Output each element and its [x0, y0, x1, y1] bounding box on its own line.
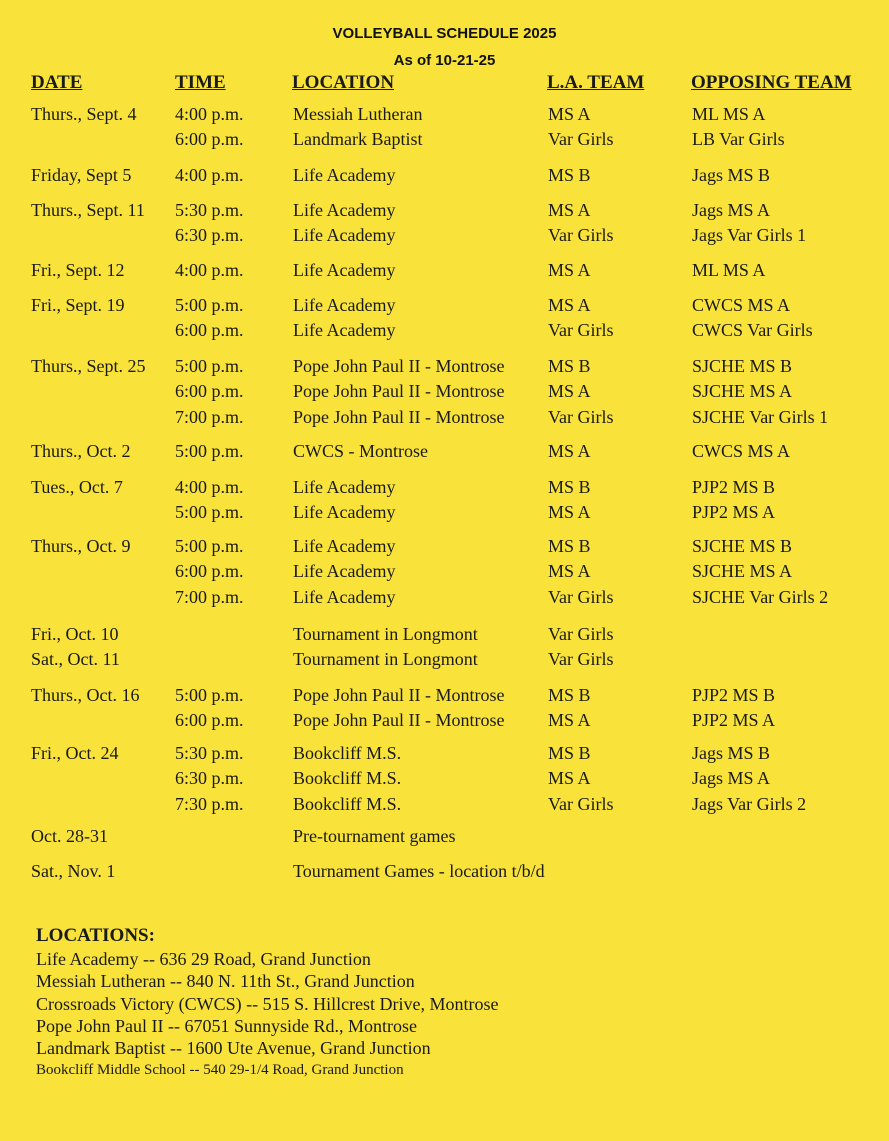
schedule-la-team: Var Girls	[548, 649, 614, 670]
schedule-opposing-team: SJCHE MS A	[692, 561, 793, 582]
schedule-date: Tues., Oct. 7	[31, 477, 123, 497]
schedule-group	[0, 104, 889, 155]
schedule-location: Life Academy	[293, 561, 396, 582]
schedule-location: Life Academy	[293, 586, 396, 607]
schedule-group	[0, 295, 889, 346]
schedule-location: Pope John Paul II - Montrose	[293, 381, 505, 402]
schedule-la-team: Var Girls	[548, 225, 614, 246]
schedule-time: 4:00 p.m.	[175, 260, 244, 280]
schedule-opposing-team: ML MS A	[692, 104, 766, 124]
schedule-location: Life Academy	[293, 477, 396, 497]
schedule-time: 6:00 p.m.	[175, 381, 244, 402]
table-row	[0, 561, 889, 586]
schedule-location: Life Academy	[293, 295, 396, 315]
schedule-location: Tournament in Longmont	[293, 649, 478, 670]
schedule-la-team: Var Girls	[548, 406, 614, 427]
schedule-date: Thurs., Oct. 2	[31, 441, 131, 461]
schedule-opposing-team: PJP2 MS B	[692, 477, 776, 497]
schedule-time: 5:00 p.m.	[175, 536, 244, 556]
schedule-time: 6:30 p.m.	[175, 225, 244, 246]
schedule-opposing-team: CWCS MS A	[692, 441, 791, 461]
schedule-group	[0, 441, 889, 466]
schedule-opposing-team: CWCS Var Girls	[692, 320, 813, 341]
table-row	[0, 225, 889, 250]
schedule-time: 5:00 p.m.	[175, 685, 244, 705]
schedule-la-team: MS A	[548, 710, 591, 731]
schedule-la-team: MS A	[548, 104, 591, 124]
table-row	[0, 407, 889, 432]
schedule-date: Thurs., Sept. 25	[31, 356, 146, 376]
schedule-la-team: MS A	[548, 561, 591, 582]
schedule-la-team: MS B	[548, 743, 591, 763]
schedule-group	[0, 536, 889, 612]
schedule-la-team: MS B	[548, 356, 591, 376]
table-row	[0, 768, 889, 793]
schedule-opposing-team: SJCHE MS B	[692, 356, 793, 376]
schedule-opposing-team: Jags Var Girls 1	[692, 225, 807, 246]
table-row	[0, 477, 889, 502]
schedule-group	[0, 861, 889, 886]
schedule-date: Fri., Oct. 24	[31, 743, 119, 763]
location-line: Crossroads Victory (CWCS) -- 515 S. Hillcrest Drive, Montrose	[36, 993, 499, 1014]
schedule-opposing-team: SJCHE MS A	[692, 381, 793, 402]
table-row	[0, 587, 889, 612]
table-row	[0, 710, 889, 735]
header-date: DATE	[31, 72, 83, 93]
schedule-opposing-team: SJCHE MS B	[692, 536, 793, 556]
schedule-time: 4:00 p.m.	[175, 104, 244, 124]
locations-heading: LOCATIONS:	[36, 925, 155, 946]
schedule-date: Thurs., Oct. 16	[31, 685, 140, 705]
schedule-opposing-team: SJCHE Var Girls 1	[692, 406, 829, 427]
schedule-la-team: MS A	[548, 768, 591, 789]
schedule-la-team: MS B	[548, 685, 591, 705]
schedule-location: Life Academy	[293, 502, 396, 523]
schedule-location: Tournament in Longmont	[293, 624, 478, 644]
schedule-date: Fri., Sept. 19	[31, 295, 125, 315]
table-row	[0, 441, 889, 466]
schedule-la-team: MS A	[548, 502, 591, 523]
table-row	[0, 260, 889, 285]
schedule-la-team: Var Girls	[548, 320, 614, 341]
schedule-la-team: MS B	[548, 536, 591, 556]
table-row	[0, 861, 889, 886]
schedule-date: Oct. 28-31	[31, 826, 108, 846]
schedule-group	[0, 685, 889, 736]
schedule-opposing-team: PJP2 MS A	[692, 710, 776, 731]
schedule-time: 6:00 p.m.	[175, 320, 244, 341]
schedule-group	[0, 200, 889, 251]
schedule-opposing-team: PJP2 MS B	[692, 685, 776, 705]
locations-section	[36, 925, 499, 1082]
schedule-la-team: MS A	[548, 441, 591, 461]
location-line: Landmark Baptist -- 1600 Ute Avenue, Grand Junction	[36, 1038, 431, 1059]
table-row	[0, 320, 889, 345]
schedule-location: Bookcliff M.S.	[293, 768, 402, 789]
schedule-opposing-team: Jags MS B	[692, 165, 771, 185]
header-la-team: L.A. TEAM	[547, 72, 645, 93]
schedule-location: Bookcliff M.S.	[293, 793, 402, 814]
schedule-location: Pope John Paul II - Montrose	[293, 356, 505, 376]
schedule-time: 4:00 p.m.	[175, 477, 244, 497]
schedule-time: 5:30 p.m.	[175, 743, 244, 763]
schedule-location: Life Academy	[293, 225, 396, 246]
schedule-time: 7:30 p.m.	[175, 793, 244, 814]
schedule-opposing-team: CWCS MS A	[692, 295, 791, 315]
schedule-opposing-team: LB Var Girls	[692, 129, 785, 150]
schedule-la-team: MS A	[548, 200, 591, 220]
location-line: Bookcliff Middle School -- 540 29-1/4 Road, Grand Junction	[36, 1062, 404, 1079]
schedule-location: Bookcliff M.S.	[293, 743, 402, 763]
header-location: LOCATION	[292, 72, 395, 93]
location-line: Messiah Lutheran -- 840 N. 11th St., Grand Junction	[36, 971, 415, 992]
schedule-time: 6:00 p.m.	[175, 129, 244, 150]
table-row	[0, 649, 889, 674]
schedule-group	[0, 624, 889, 675]
schedule-location: Life Academy	[293, 200, 396, 220]
schedule-la-team: MS A	[548, 381, 591, 402]
table-row	[0, 295, 889, 320]
schedule-opposing-team: PJP2 MS A	[692, 502, 776, 523]
schedule-date: Thurs., Sept. 4	[31, 104, 137, 124]
schedule-date: Thurs., Oct. 9	[31, 536, 131, 556]
schedule-time: 7:00 p.m.	[175, 406, 244, 427]
page-title: VOLLEYBALL SCHEDULE 2025	[332, 25, 557, 42]
schedule-location: Pre-tournament games	[293, 826, 456, 846]
table-row	[0, 743, 889, 768]
schedule-group	[0, 356, 889, 432]
schedule-la-team: Var Girls	[548, 129, 614, 150]
table-row	[0, 200, 889, 225]
schedule-location: Messiah Lutheran	[293, 104, 423, 124]
schedule-location: Landmark Baptist	[293, 129, 423, 150]
schedule-date: Fri., Oct. 10	[31, 624, 119, 644]
table-row	[0, 165, 889, 190]
schedule-la-team: MS A	[548, 295, 591, 315]
schedule-date: Thurs., Sept. 11	[31, 200, 145, 220]
schedule-opposing-team: Jags MS B	[692, 743, 771, 763]
schedule-time: 6:00 p.m.	[175, 710, 244, 731]
schedule-group	[0, 743, 889, 819]
schedule-group	[0, 477, 889, 528]
schedule-time: 5:00 p.m.	[175, 356, 244, 376]
schedule-group	[0, 826, 889, 851]
schedule-opposing-team: SJCHE Var Girls 2	[692, 586, 829, 607]
schedule-time: 5:30 p.m.	[175, 200, 244, 220]
schedule-location: CWCS - Montrose	[293, 441, 428, 461]
table-row	[0, 502, 889, 527]
location-line: Life Academy -- 636 29 Road, Grand Junction	[36, 949, 371, 969]
schedule-location: Life Academy	[293, 260, 396, 280]
schedule-time: 5:00 p.m.	[175, 502, 244, 523]
schedule-time: 6:00 p.m.	[175, 561, 244, 582]
schedule-location: Pope John Paul II - Montrose	[293, 406, 505, 427]
schedule-location: Life Academy	[293, 165, 396, 185]
schedule-group	[0, 165, 889, 190]
table-row	[0, 536, 889, 561]
schedule-location: Tournament Games - location t/b/d	[293, 861, 545, 881]
table-row	[0, 826, 889, 851]
schedule-date: Fri., Sept. 12	[31, 260, 125, 280]
schedule-location: Life Academy	[293, 536, 396, 556]
schedule-location: Pope John Paul II - Montrose	[293, 710, 505, 731]
schedule-opposing-team: Jags MS A	[692, 768, 771, 789]
schedule-la-team: Var Girls	[548, 793, 614, 814]
schedule-date: Friday, Sept 5	[31, 165, 132, 185]
schedule-location: Pope John Paul II - Montrose	[293, 685, 505, 705]
schedule-la-team: MS B	[548, 477, 591, 497]
schedule-opposing-team: Jags Var Girls 2	[692, 793, 807, 814]
schedule-opposing-team: ML MS A	[692, 260, 766, 280]
header-opposing-team: OPPOSING TEAM	[691, 72, 852, 93]
schedule-time: 6:30 p.m.	[175, 768, 244, 789]
header-time: TIME	[175, 72, 226, 93]
table-row	[0, 624, 889, 649]
schedule-la-team: Var Girls	[548, 586, 614, 607]
schedule-date: Sat., Oct. 11	[31, 649, 120, 670]
schedule-la-team: Var Girls	[548, 624, 614, 644]
location-line: Pope John Paul II -- 67051 Sunnyside Rd., Montrose	[36, 1015, 417, 1036]
schedule-location: Life Academy	[293, 320, 396, 341]
table-row	[0, 685, 889, 710]
schedule-time: 5:00 p.m.	[175, 295, 244, 315]
table-row	[0, 381, 889, 406]
schedule-time: 7:00 p.m.	[175, 586, 244, 607]
schedule-la-team: MS A	[548, 260, 591, 280]
page-subtitle: As of 10-21-25	[393, 52, 496, 69]
table-row	[0, 129, 889, 154]
schedule-la-team: MS B	[548, 165, 591, 185]
schedule-date: Sat., Nov. 1	[31, 861, 116, 881]
table-row	[0, 104, 889, 129]
schedule-time: 5:00 p.m.	[175, 441, 244, 461]
table-row	[0, 356, 889, 381]
table-row	[0, 794, 889, 819]
schedule-time: 4:00 p.m.	[175, 165, 244, 185]
schedule-group	[0, 260, 889, 285]
schedule-opposing-team: Jags MS A	[692, 200, 771, 220]
